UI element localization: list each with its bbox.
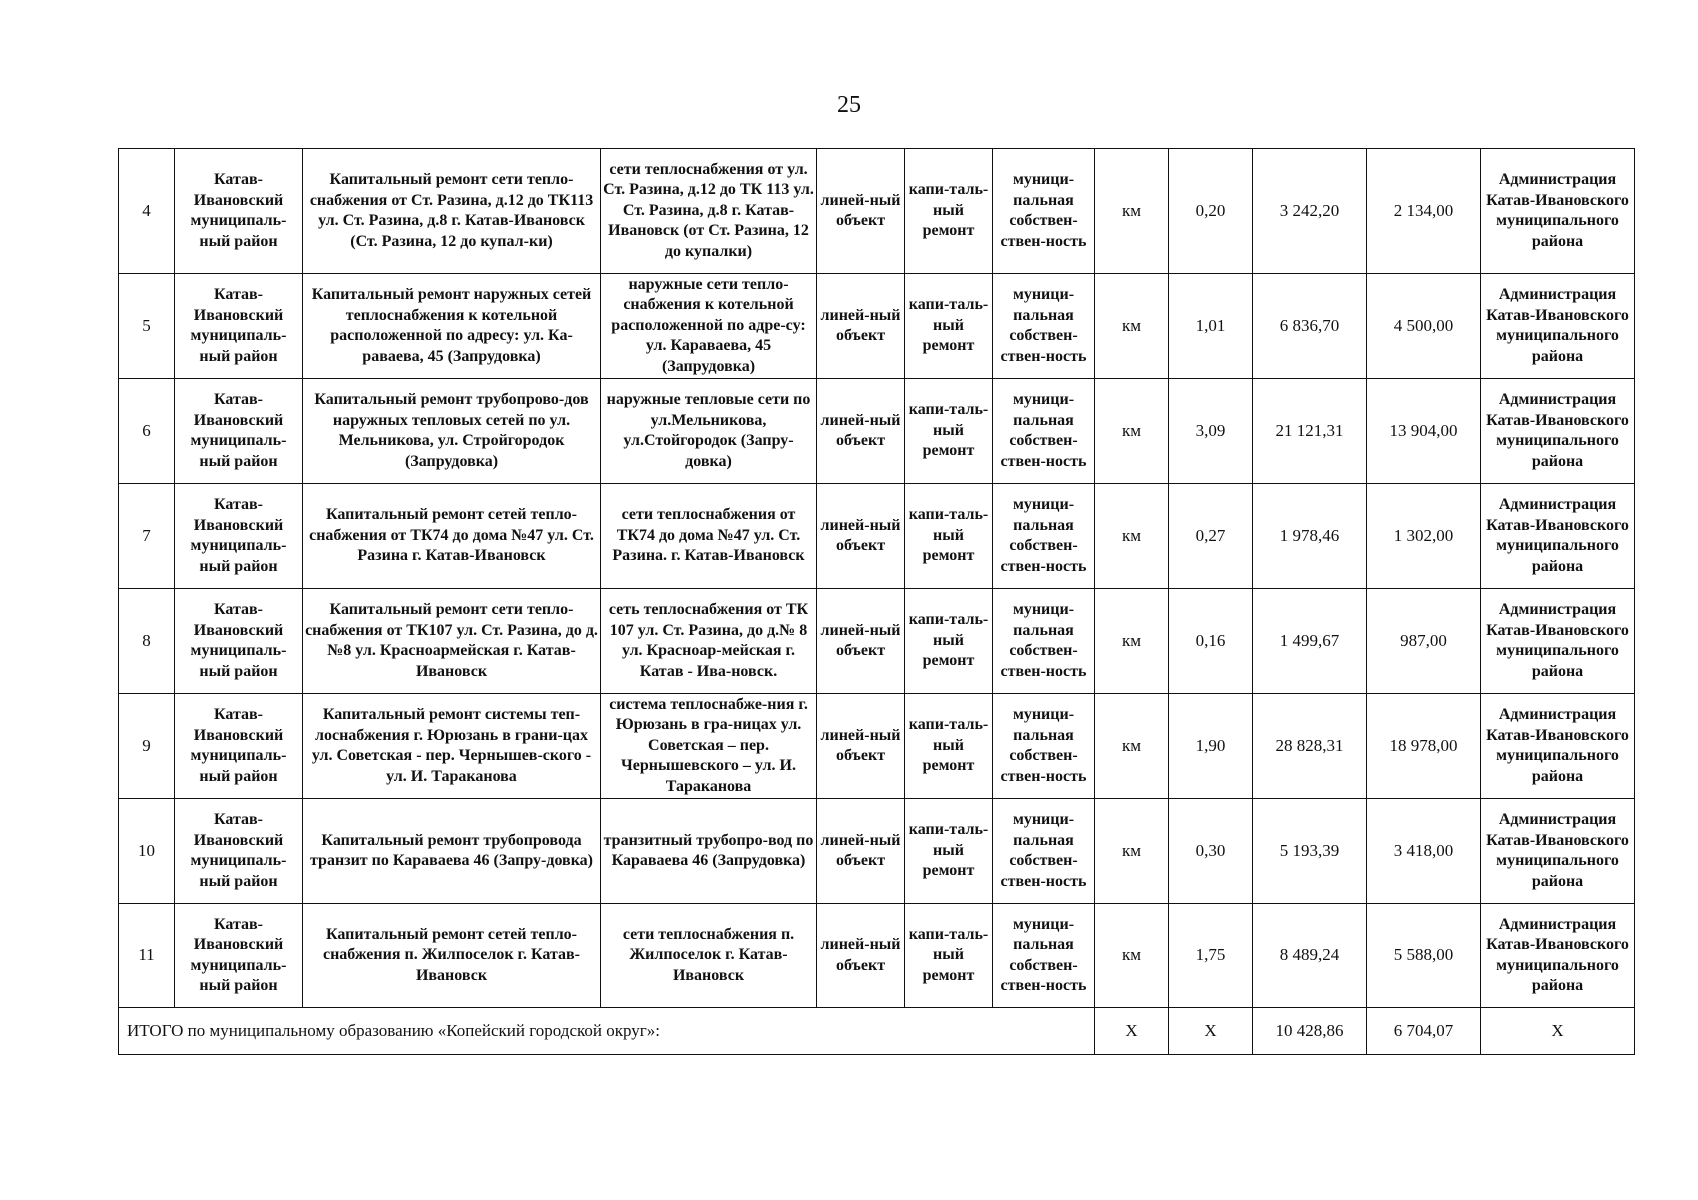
ownership-cell: муници-пальная собствен-ствен-ность	[993, 589, 1095, 694]
length-cell: 1,90	[1169, 694, 1253, 799]
funding-cell: 2 134,00	[1367, 149, 1481, 274]
ownership-cell: муници-пальная собствен-ствен-ность	[993, 904, 1095, 1008]
table-row	[119, 274, 1635, 379]
description-cell: Капитальный ремонт сети тепло-снабжения от ТК107 ул. Ст. Разина, до д.№8 ул. Красноармейская г. Катав-Ивановск	[303, 589, 601, 694]
work-type-cell: капи-таль-ный ремонт	[905, 589, 993, 694]
customer-cell: Администрация Катав-Ивановского муниципального района	[1481, 694, 1635, 799]
total-funding: 6 704,07	[1367, 1008, 1481, 1055]
object-cell: сети теплоснабжения п. Жилпоселок г. Катав-Ивановск	[601, 904, 817, 1008]
description-cell: Капитальный ремонт системы теп-лоснабжения г. Юрюзань в грани-цах ул. Советская - пер. Чернышев-ского - ул. И. Тараканова	[303, 694, 601, 799]
unit-cell: км	[1095, 904, 1169, 1008]
total-customer: Х	[1481, 1008, 1635, 1055]
table-row	[119, 484, 1635, 589]
object-type-cell: линей-ный объект	[817, 904, 905, 1008]
customer-cell: Администрация Катав-Ивановского муниципального района	[1481, 484, 1635, 589]
customer-cell: Администрация Катав-Ивановского муниципального района	[1481, 799, 1635, 904]
object-type-cell: линей-ный объект	[817, 274, 905, 379]
object-type-cell: линей-ный объект	[817, 694, 905, 799]
total-row	[119, 1008, 1635, 1055]
cost-cell: 28 828,31	[1253, 694, 1367, 799]
customer-cell: Администрация Катав-Ивановского муниципального района	[1481, 149, 1635, 274]
row-number: 7	[119, 484, 175, 589]
cost-cell: 1 499,67	[1253, 589, 1367, 694]
length-cell: 0,30	[1169, 799, 1253, 904]
cost-cell: 1 978,46	[1253, 484, 1367, 589]
municipality-cell: Катав-Ивановский муниципаль-ный район	[175, 274, 303, 379]
object-cell: система теплоснабже-ния г. Юрюзань в гра-ницах ул. Советская – пер. Чернышевского – ул. И. Тараканова	[601, 694, 817, 799]
length-cell: 1,75	[1169, 904, 1253, 1008]
object-cell: сети теплоснабжения от ТК74 до дома №47 ул. Ст. Разина. г. Катав-Ивановск	[601, 484, 817, 589]
municipality-cell: Катав-Ивановский муниципаль-ный район	[175, 904, 303, 1008]
row-number: 8	[119, 589, 175, 694]
unit-cell: км	[1095, 274, 1169, 379]
work-type-cell: капи-таль-ный ремонт	[905, 149, 993, 274]
length-cell: 0,27	[1169, 484, 1253, 589]
municipality-cell: Катав-Ивановский муниципаль-ный район	[175, 149, 303, 274]
object-cell: сеть теплоснабжения от ТК 107 ул. Ст. Разина, до д.№ 8 ул. Красноар-мейская г. Катав - Ива-новск.	[601, 589, 817, 694]
description-cell: Капитальный ремонт трубопрово-дов наружных тепловых сетей по ул. Мельникова, ул. Стройгородок (Запрудовка)	[303, 379, 601, 484]
table-row	[119, 589, 1635, 694]
municipality-cell: Катав-Ивановский муниципаль-ный район	[175, 379, 303, 484]
object-cell: наружные сети тепло-снабжения к котельной расположенной по адре-су: ул. Караваева, 45 (Запрудовка)	[601, 274, 817, 379]
funding-cell: 5 588,00	[1367, 904, 1481, 1008]
work-type-cell: капи-таль-ный ремонт	[905, 904, 993, 1008]
total-label: ИТОГО по муниципальному образованию «Копейский городской округ»:	[119, 1008, 1095, 1055]
total-cost: 10 428,86	[1253, 1008, 1367, 1055]
unit-cell: км	[1095, 484, 1169, 589]
row-number: 10	[119, 799, 175, 904]
length-cell: 0,16	[1169, 589, 1253, 694]
work-type-cell: капи-таль-ный ремонт	[905, 379, 993, 484]
description-cell: Капитальный ремонт сетей тепло-снабжения п. Жилпоселок г. Катав-Ивановск	[303, 904, 601, 1008]
object-type-cell: линей-ный объект	[817, 149, 905, 274]
row-number: 5	[119, 274, 175, 379]
length-cell: 1,01	[1169, 274, 1253, 379]
object-cell: транзитный трубопро-вод по Караваева 46 (Запрудовка)	[601, 799, 817, 904]
customer-cell: Администрация Катав-Ивановского муниципального района	[1481, 589, 1635, 694]
table-row	[119, 379, 1635, 484]
object-type-cell: линей-ный объект	[817, 379, 905, 484]
municipality-cell: Катав-Ивановский муниципаль-ный район	[175, 694, 303, 799]
unit-cell: км	[1095, 694, 1169, 799]
description-cell: Капитальный ремонт сетей тепло-снабжения от ТК74 до дома №47 ул. Ст. Разина г. Катав-Ивановск	[303, 484, 601, 589]
object-cell: сети теплоснабжения от ул. Ст. Разина, д.12 до ТК 113 ул. Ст. Разина, д.8 г. Катав-Ивановск (от Ст. Разина, 12 до купалки)	[601, 149, 817, 274]
unit-cell: км	[1095, 149, 1169, 274]
row-number: 6	[119, 379, 175, 484]
work-type-cell: капи-таль-ный ремонт	[905, 799, 993, 904]
object-cell: наружные тепловые сети по ул.Мельникова, ул.Стойгородок (Запру-довка)	[601, 379, 817, 484]
total-length: Х	[1169, 1008, 1253, 1055]
description-cell: Капитальный ремонт трубопровода транзит по Караваева 46 (Запру-довка)	[303, 799, 601, 904]
funding-cell: 18 978,00	[1367, 694, 1481, 799]
funding-cell: 13 904,00	[1367, 379, 1481, 484]
ownership-cell: муници-пальная собствен-ствен-ность	[993, 379, 1095, 484]
customer-cell: Администрация Катав-Ивановского муниципального района	[1481, 904, 1635, 1008]
unit-cell: км	[1095, 799, 1169, 904]
ownership-cell: муници-пальная собствен-ствен-ность	[993, 694, 1095, 799]
works-table	[118, 148, 1635, 1055]
total-unit: Х	[1095, 1008, 1169, 1055]
table-row	[119, 799, 1635, 904]
ownership-cell: муници-пальная собствен-ствен-ность	[993, 799, 1095, 904]
object-type-cell: линей-ный объект	[817, 799, 905, 904]
table-body	[119, 149, 1635, 1008]
table-row	[119, 149, 1635, 274]
ownership-cell: муници-пальная собствен-ствен-ность	[993, 149, 1095, 274]
object-type-cell: линей-ный объект	[817, 589, 905, 694]
length-cell: 3,09	[1169, 379, 1253, 484]
funding-cell: 1 302,00	[1367, 484, 1481, 589]
work-type-cell: капи-таль-ный ремонт	[905, 274, 993, 379]
cost-cell: 5 193,39	[1253, 799, 1367, 904]
table-row	[119, 694, 1635, 799]
object-type-cell: линей-ный объект	[817, 484, 905, 589]
funding-cell: 987,00	[1367, 589, 1481, 694]
row-number: 11	[119, 904, 175, 1008]
municipality-cell: Катав-Ивановский муниципаль-ный район	[175, 589, 303, 694]
description-cell: Капитальный ремонт сети тепло-снабжения от Ст. Разина, д.12 до ТК113 ул. Ст. Разина, д.8 г. Катав-Ивановск (Ст. Разина, 12 до купал-ки)	[303, 149, 601, 274]
municipality-cell: Катав-Ивановский муниципаль-ный район	[175, 799, 303, 904]
row-number: 4	[119, 149, 175, 274]
ownership-cell: муници-пальная собствен-ствен-ность	[993, 484, 1095, 589]
cost-cell: 8 489,24	[1253, 904, 1367, 1008]
page-number: 25	[837, 92, 861, 118]
funding-cell: 3 418,00	[1367, 799, 1481, 904]
work-type-cell: капи-таль-ный ремонт	[905, 694, 993, 799]
row-number: 9	[119, 694, 175, 799]
length-cell: 0,20	[1169, 149, 1253, 274]
cost-cell: 3 242,20	[1253, 149, 1367, 274]
description-cell: Капитальный ремонт наружных сетей теплоснабжения к котельной расположенной по адресу: ул. Ка-раваева, 45 (Запрудовка)	[303, 274, 601, 379]
customer-cell: Администрация Катав-Ивановского муниципального района	[1481, 379, 1635, 484]
table-row	[119, 904, 1635, 1008]
customer-cell: Администрация Катав-Ивановского муниципального района	[1481, 274, 1635, 379]
funding-cell: 4 500,00	[1367, 274, 1481, 379]
unit-cell: км	[1095, 589, 1169, 694]
municipality-cell: Катав-Ивановский муниципаль-ный район	[175, 484, 303, 589]
work-type-cell: капи-таль-ный ремонт	[905, 484, 993, 589]
cost-cell: 6 836,70	[1253, 274, 1367, 379]
unit-cell: км	[1095, 379, 1169, 484]
ownership-cell: муници-пальная собствен-ствен-ность	[993, 274, 1095, 379]
cost-cell: 21 121,31	[1253, 379, 1367, 484]
